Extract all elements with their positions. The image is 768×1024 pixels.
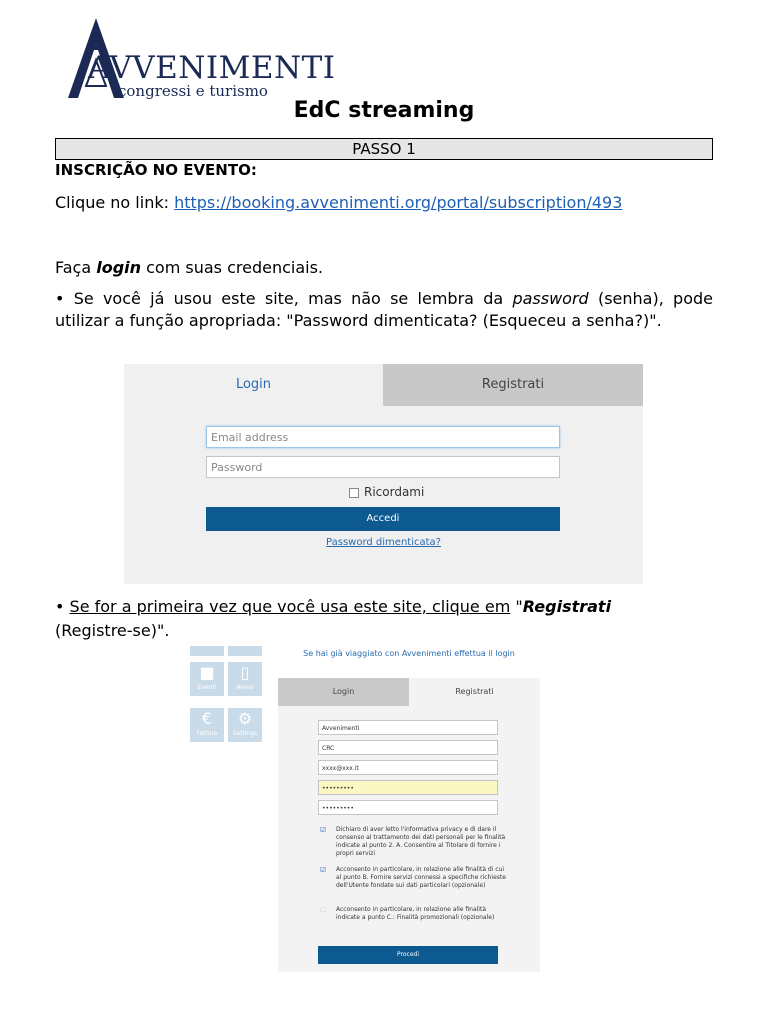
step-banner: PASSO 1 — [55, 138, 713, 160]
gear-icon: ⚙ — [237, 709, 253, 728]
tab-register-2[interactable]: Registrati — [409, 678, 540, 706]
bullet-forgot-password — [55, 288, 713, 332]
bullet-register-cont: (Registre-se)". — [55, 621, 170, 640]
login-screenshot — [124, 364, 643, 584]
password-field-2[interactable]: ••••••••• — [318, 780, 498, 795]
tile-top-left — [190, 646, 224, 656]
tile-eventi[interactable]: ■ Eventi — [190, 662, 224, 696]
confirm-password-field[interactable]: ••••••••• — [318, 800, 498, 815]
consent-checkbox-3[interactable]: ☐ — [320, 906, 327, 914]
consent-checkbox-2[interactable]: ☑ — [320, 866, 327, 874]
tile-top-right — [228, 646, 262, 656]
bullet1-pre: • Se você já usou este site, mas não se lembra da — [55, 289, 513, 308]
surname-field[interactable]: CRC — [318, 740, 498, 755]
bullet2-emphasis: Registrati — [522, 597, 612, 616]
tile-avvisi[interactable]: ▯ Avvisi — [228, 662, 262, 696]
email-field-2[interactable]: xxxx@xxx.it — [318, 760, 498, 775]
bullet1-emphasis: password — [512, 289, 589, 308]
section-heading: INSCRIÇÃO NO EVENTO: — [55, 161, 257, 179]
register-screenshot — [278, 678, 540, 972]
bullet2-mid: " — [510, 597, 523, 616]
bullet1-post: (senha), pode utilizar a função apropriada: "Password dimenticata? (Esqueceu a senha?)". — [55, 289, 713, 330]
tab-login[interactable]: Login — [124, 364, 383, 406]
checkbox-icon — [349, 488, 359, 498]
email-field[interactable]: Email address — [206, 426, 560, 448]
link-prefix: Clique no link: — [55, 193, 175, 212]
consent-text-2: Acconsento in particolare, in relazione alle finalità di cui al punto B. Fornire servizi connessi a specifiche richieste dell'Utente fondate sui dati particolari (opzionale) — [336, 866, 506, 889]
register-header: Se hai già viaggiato con Avvenimenti effettua il login — [303, 649, 515, 658]
consent-text-1: Dichiaro di aver letto l'informativa privacy e di dare il consenso al trattamento dei dati personali per le finalità indicate al punto 2. A. Consentire al Titolare di fornire i propri servizi — [336, 826, 506, 857]
tab-register[interactable]: Registrati — [383, 364, 643, 406]
bullet-register — [55, 596, 611, 618]
consent-text-3: Acconsento in particolare, in relazione alle finalità indicate a punto C.: Finalità promozionali (opzionale) — [336, 906, 495, 921]
remember-label: Ricordami — [364, 485, 425, 499]
subscription-link[interactable]: https://booking.avvenimenti.org/portal/subscription/493 — [174, 193, 623, 212]
bullet2-pre: • — [55, 597, 70, 616]
document-icon: ▯ — [240, 663, 250, 682]
procedi-button[interactable]: Procedi — [318, 946, 498, 964]
login-text-pre: Faça — [55, 258, 97, 277]
side-tiles — [190, 646, 262, 754]
bullet2-underlined: Se for a primeira vez que você usa este site, clique em — [69, 597, 511, 616]
consent-checkbox-1[interactable]: ☑ — [320, 826, 327, 834]
accedi-button[interactable]: Accedi — [206, 507, 560, 531]
password-field[interactable]: Password — [206, 456, 560, 478]
forgot-password-link[interactable]: Password dimenticata? — [326, 537, 441, 548]
name-field[interactable]: Avvenimenti — [318, 720, 498, 735]
tab-login-2[interactable]: Login — [278, 678, 409, 706]
remember-checkbox[interactable] — [349, 485, 424, 499]
logo-tagline: congressi e turismo — [118, 82, 268, 100]
login-paragraph — [55, 257, 323, 279]
logo-wordmark: AVVENIMENTI — [88, 50, 336, 86]
link-paragraph — [55, 192, 622, 214]
login-emphasis: login — [96, 258, 142, 277]
login-text-post: com suas credenciais. — [141, 258, 324, 277]
video-icon: ■ — [199, 663, 215, 682]
page-title: EdC streaming — [293, 98, 475, 123]
tile-settings[interactable]: ⚙ Settings — [228, 708, 262, 742]
euro-icon: € — [201, 709, 213, 728]
tile-fatture[interactable]: € Fatture — [190, 708, 224, 742]
